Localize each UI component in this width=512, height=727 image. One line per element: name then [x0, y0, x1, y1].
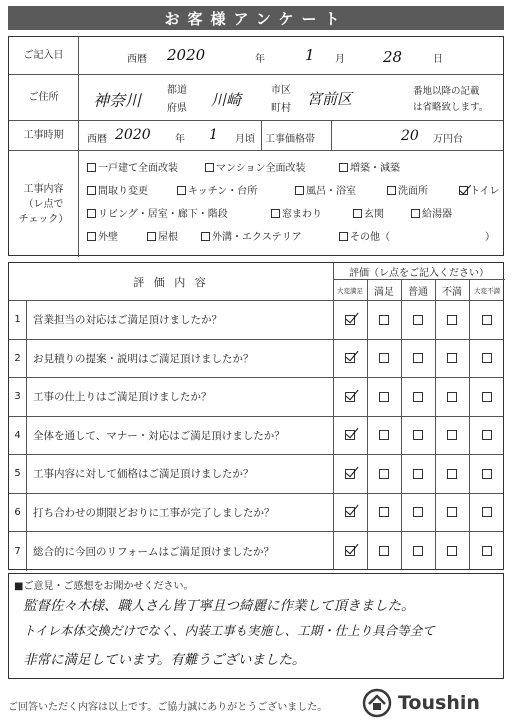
work-content-label: 工事内容 （レ点で チェック） [9, 151, 79, 257]
evaluation-row [9, 455, 503, 494]
entry-date-day[interactable]: 28 [383, 48, 403, 66]
rating-checkbox[interactable] [379, 392, 389, 402]
work-option[interactable]: 増築・減築 [339, 159, 400, 174]
rating-checkbox[interactable] [379, 315, 389, 325]
evaluation-content-header: 評 価 内 容 [133, 275, 209, 289]
rating-cell [469, 417, 505, 455]
question-text: お見積りの提案・説明はご満足頂けましたか？ [33, 352, 254, 365]
rating-cell [367, 301, 401, 339]
address-label: ご住所 [9, 75, 79, 120]
rating-checkbox[interactable] [482, 546, 492, 556]
checkbox[interactable] [271, 209, 280, 218]
rating-cell [435, 301, 469, 339]
work-option[interactable]: リビング・居室・廊下・階段 [87, 205, 228, 220]
price-range-value[interactable]: 20 [401, 128, 419, 144]
rating-checkbox[interactable] [482, 353, 492, 363]
other-close-paren: ） [485, 232, 495, 243]
entry-date-year[interactable]: 2020 [167, 46, 206, 64]
work-option[interactable]: 一戸建て全面改装 [87, 159, 178, 174]
rating-cell [469, 494, 505, 532]
checkbox[interactable] [87, 186, 96, 195]
rating-cell [333, 301, 367, 339]
rating-checkbox[interactable] [413, 507, 423, 517]
question-text: 工事の仕上りはご満足頂けましたか？ [33, 391, 212, 404]
price-range-unit: 万円台 [433, 134, 463, 145]
entry-date-year-unit: 年 [255, 54, 265, 65]
rating-cell [435, 532, 469, 571]
checkbox[interactable] [339, 163, 348, 172]
comment-line-2[interactable]: トイレ本体交換だけでなく、内装工事も実施し、工期・仕上り具合等全て [23, 623, 435, 638]
rating-cell [367, 532, 401, 571]
rating-cell [401, 340, 435, 378]
rating-cell [401, 494, 435, 532]
rating-cell [333, 455, 367, 493]
checkbox[interactable] [411, 209, 420, 218]
evaluation-row [9, 301, 503, 340]
rating-cell [367, 494, 401, 532]
rating-checkbox[interactable] [413, 392, 423, 402]
checkbox[interactable] [295, 186, 304, 195]
address-ward[interactable]: 宮前区 [307, 90, 353, 108]
rating-cell [469, 378, 505, 416]
col-neutral: 普通 [408, 286, 428, 298]
checkbox[interactable] [201, 232, 210, 241]
entry-date-row [9, 37, 503, 75]
rating-cell [367, 417, 401, 455]
work-option[interactable]: 洗面所 [387, 182, 428, 197]
address-note-line2: は省略致します。 [413, 102, 489, 113]
comment-section [8, 573, 504, 679]
rating-cell [401, 417, 435, 455]
work-option[interactable]: 間取り変更 [87, 182, 148, 197]
rating-checkbox[interactable] [482, 469, 492, 479]
address-city[interactable]: 川崎 [211, 91, 242, 109]
checkbox[interactable] [87, 209, 96, 218]
footer-thanks: ご回答いただく内容は以上です。ご協力誠にありがとうございました。 [8, 702, 328, 713]
work-option[interactable]: キッチン・台所 [177, 182, 257, 197]
rating-cell [435, 494, 469, 532]
question-number: 1 [9, 301, 27, 339]
checkbox[interactable] [353, 209, 362, 218]
checkbox[interactable] [87, 163, 96, 172]
evaluation-header [9, 263, 503, 301]
house-logo-icon [362, 688, 392, 718]
rating-cell [469, 301, 505, 339]
rating-cell [435, 378, 469, 416]
rating-cell [401, 455, 435, 493]
rating-cell [367, 455, 401, 493]
question-text: 総合的に今回のリフォームはご満足頂けましたか？ [33, 545, 274, 558]
question-number: 3 [9, 378, 27, 416]
work-option[interactable]: 給湯器 [411, 205, 452, 220]
question-text: 工事内容に対して価格はご満足頂けましたか？ [33, 468, 254, 481]
col-very-dissatisfied: 大変不満 [474, 286, 500, 295]
col-dissatisfied: 不満 [442, 286, 462, 298]
rating-checkbox-checked[interactable] [345, 430, 355, 440]
address-prefecture[interactable]: 神奈川 [93, 91, 142, 110]
address-note-line1: 番地以降の記載 [413, 86, 480, 97]
rating-checkbox[interactable] [447, 469, 457, 479]
comment-label: ■ご意見・ご感想をお聞かせください。 [14, 581, 194, 592]
rating-checkbox[interactable] [447, 507, 457, 517]
rating-checkbox[interactable] [447, 546, 457, 556]
question-number: 7 [9, 532, 27, 571]
col-satisfied: 満足 [374, 286, 394, 298]
entry-date-era: 西暦 [127, 54, 147, 65]
question-text: 打ち合わせの期限どおりに工事が完了しましたか？ [33, 506, 275, 519]
entry-date-month[interactable]: 1 [305, 46, 315, 64]
price-range-label: 工事価格帯 [265, 134, 315, 145]
survey-title: お客様アンケート [8, 6, 504, 30]
rating-checkbox[interactable] [379, 546, 389, 556]
rating-checkbox[interactable] [447, 430, 457, 440]
rating-checkbox[interactable] [379, 353, 389, 363]
rating-header: 評価（レ点をご記入ください） [349, 267, 489, 279]
rating-checkbox-checked[interactable] [345, 315, 355, 325]
rating-cell [401, 378, 435, 416]
brand-logo [362, 688, 480, 718]
rating-cell [333, 378, 367, 416]
col-very-satisfied: 大変満足 [337, 286, 363, 295]
comment-line-1[interactable]: 監督佐々木様、職人さん皆丁寧且つ綺麗に作業して頂きました。 [23, 598, 415, 614]
checkbox[interactable] [387, 186, 396, 195]
entry-date-day-unit: 日 [433, 54, 443, 65]
rating-cell [469, 340, 505, 378]
construction-month-unit: 月頃 [235, 134, 255, 145]
checkbox[interactable] [339, 232, 348, 241]
rating-checkbox[interactable] [379, 507, 389, 517]
rating-checkbox-checked[interactable] [345, 546, 355, 556]
rating-cell [333, 340, 367, 378]
question-text: 全体を通して、マナー・対応はご満足頂けましたか？ [33, 429, 285, 442]
checkbox[interactable] [177, 186, 186, 195]
work-option[interactable]: 玄関 [353, 205, 384, 220]
address-row [9, 75, 503, 121]
prefecture-unit-bottom: 府県 [167, 103, 187, 114]
city-unit-bottom: 町村 [271, 103, 291, 114]
checkbox[interactable] [205, 163, 214, 172]
rating-checkbox-checked[interactable] [345, 469, 355, 479]
rating-checkbox[interactable] [413, 353, 423, 363]
question-number: 5 [9, 455, 27, 493]
construction-year[interactable]: 2020 [115, 127, 151, 143]
evaluation-row [9, 378, 503, 417]
question-number: 2 [9, 340, 27, 378]
work-option[interactable]: 外溝・エクステリア [201, 228, 302, 243]
rating-checkbox[interactable] [413, 546, 423, 556]
rating-checkbox-checked[interactable] [345, 392, 355, 402]
prefecture-unit-top: 都道 [167, 85, 187, 96]
rating-cell [469, 455, 505, 493]
construction-month[interactable]: 1 [209, 127, 218, 143]
rating-checkbox[interactable] [447, 315, 457, 325]
rating-checkbox[interactable] [482, 315, 492, 325]
evaluation-row [9, 532, 503, 571]
rating-checkbox[interactable] [482, 430, 492, 440]
rating-checkbox[interactable] [413, 315, 423, 325]
rating-cell [435, 417, 469, 455]
construction-period-row [9, 121, 503, 151]
rating-cell [333, 494, 367, 532]
work-option[interactable]: 風呂・浴室 [295, 182, 356, 197]
rating-checkbox-checked[interactable] [345, 353, 355, 363]
construction-era: 西暦 [87, 134, 107, 145]
work-option[interactable]: 窓まわり [271, 205, 322, 220]
entry-date-month-unit: 月 [335, 54, 345, 65]
checkbox[interactable] [87, 232, 96, 241]
work-option[interactable]: 屋根 [147, 228, 178, 243]
work-option[interactable]: マンション全面改装 [205, 159, 306, 174]
evaluation-row [9, 340, 503, 379]
checkbox[interactable] [147, 232, 156, 241]
evaluation-row [9, 494, 503, 533]
rating-checkbox[interactable] [482, 507, 492, 517]
evaluation-row [9, 417, 503, 456]
rating-cell [367, 340, 401, 378]
rating-cell [333, 417, 367, 455]
checkbox-checked[interactable] [459, 186, 468, 195]
customer-info-section [8, 36, 504, 256]
rating-cell [367, 378, 401, 416]
rating-cell [401, 532, 435, 571]
rating-checkbox[interactable] [447, 392, 457, 402]
brand-name: Toushin [398, 692, 480, 714]
question-number: 6 [9, 494, 27, 532]
rating-checkbox[interactable] [379, 430, 389, 440]
construction-year-unit: 年 [175, 134, 185, 145]
rating-checkbox[interactable] [482, 392, 492, 402]
rating-cell [469, 532, 505, 571]
rating-checkbox-checked[interactable] [345, 507, 355, 517]
work-content-row [9, 151, 503, 257]
comment-line-3[interactable]: 非常に満足しています。有難うございました。 [23, 652, 306, 668]
work-option[interactable]: 外壁 [87, 228, 118, 243]
rating-cell [401, 301, 435, 339]
rating-checkbox[interactable] [413, 469, 423, 479]
rating-checkbox[interactable] [413, 430, 423, 440]
rating-cell [435, 455, 469, 493]
rating-checkbox[interactable] [379, 469, 389, 479]
entry-date-label: ご記入日 [9, 37, 79, 74]
construction-period-label: 工事時期 [9, 121, 79, 150]
evaluation-table [8, 262, 504, 570]
question-number: 4 [9, 417, 27, 455]
work-option-other[interactable]: その他（ [339, 228, 390, 243]
question-text: 営業担当の対応はご満足頂けましたか？ [33, 314, 222, 327]
city-unit-top: 市区 [271, 85, 291, 96]
rating-cell [333, 532, 367, 571]
rating-checkbox[interactable] [447, 353, 457, 363]
work-option-toilet[interactable]: トイレ [459, 182, 500, 197]
rating-cell [435, 340, 469, 378]
